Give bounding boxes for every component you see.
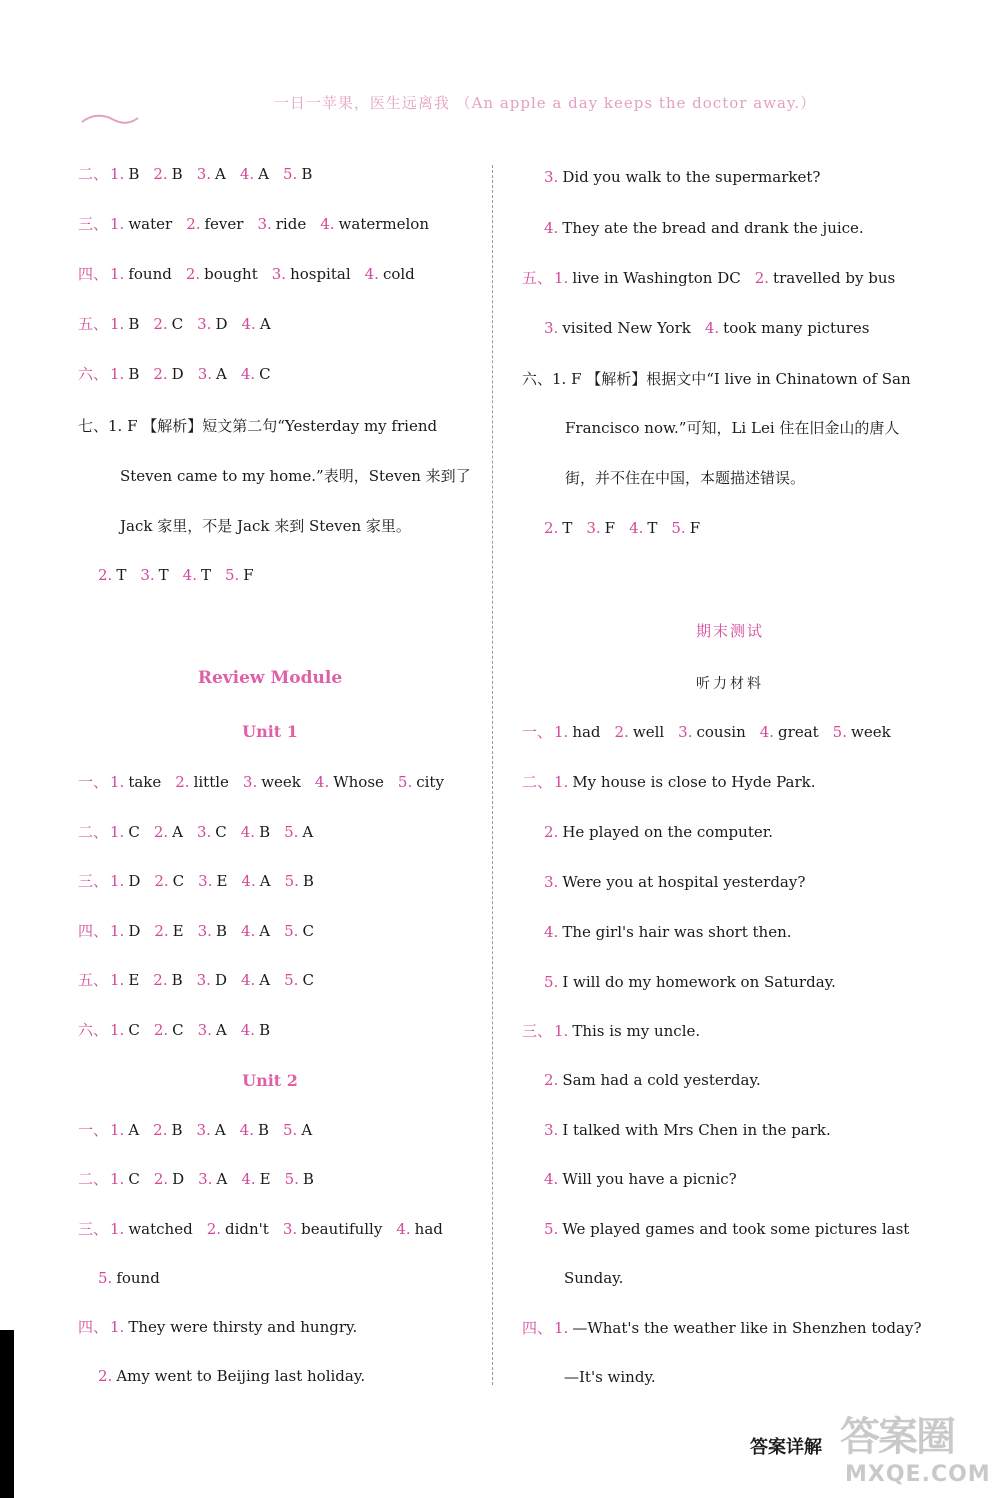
item-number: 4. bbox=[320, 215, 335, 233]
item-answer: had bbox=[572, 723, 601, 741]
item-answer: A bbox=[215, 1021, 227, 1039]
item-answer: My house is close to Hyde Park. bbox=[572, 773, 816, 791]
section-number: 二、 bbox=[78, 165, 109, 183]
item-number: 5. bbox=[283, 1121, 298, 1139]
item-answer: F bbox=[243, 566, 254, 584]
item-number: 4. bbox=[396, 1220, 411, 1238]
item-answer: had bbox=[414, 1220, 443, 1238]
item-number: 3. bbox=[196, 1121, 211, 1139]
answer-line bbox=[78, 970, 314, 990]
item-number: 3. bbox=[544, 168, 559, 186]
item-answer: A bbox=[214, 1121, 226, 1139]
item-answer: C bbox=[302, 971, 314, 989]
item-number: 1. bbox=[110, 165, 125, 183]
item-number: 2. bbox=[544, 519, 559, 537]
answer-line bbox=[564, 1367, 656, 1387]
item-answer: A bbox=[215, 165, 226, 183]
section-number: 一、 bbox=[78, 773, 109, 791]
item-number: 1. bbox=[110, 872, 125, 890]
item-answer: Amy went to Beijing last holiday. bbox=[116, 1367, 366, 1385]
item-number: 3. bbox=[197, 922, 212, 940]
edge-bar bbox=[0, 1330, 14, 1498]
item-answer: D bbox=[172, 1170, 185, 1188]
answer-line bbox=[544, 218, 864, 238]
item-answer: A bbox=[301, 1121, 313, 1139]
item-number: 2. bbox=[614, 723, 629, 741]
review-module-title: Review Module bbox=[197, 668, 343, 688]
item-answer: visited New York bbox=[562, 319, 691, 337]
item-number: 3. bbox=[196, 971, 211, 989]
item-answer: A bbox=[302, 823, 314, 841]
item-answer: D bbox=[128, 872, 141, 890]
answer-line bbox=[522, 1021, 700, 1041]
item-answer: B bbox=[257, 1121, 270, 1139]
watermark: 答案圈 bbox=[840, 1414, 954, 1460]
section-number: 四、 bbox=[78, 1318, 109, 1336]
item-number: 3. bbox=[197, 1021, 212, 1039]
answer-line bbox=[78, 871, 314, 891]
item-number: 3. bbox=[257, 215, 272, 233]
item-number: 5. bbox=[544, 1220, 559, 1238]
item-answer: little bbox=[193, 773, 229, 791]
page-header: 一日一苹果，医生远离我 （An apple a day keeps the doctor away.） bbox=[273, 94, 817, 112]
item-answer: found bbox=[128, 265, 172, 283]
item-number: 2. bbox=[175, 773, 190, 791]
item-number: 4. bbox=[240, 823, 256, 841]
answer-line bbox=[78, 822, 313, 842]
explanation-line: Jack 家里，不是 Jack 来到 Steven 家里。 bbox=[120, 517, 411, 535]
item-number: 1. bbox=[110, 922, 125, 940]
answer-line bbox=[78, 921, 314, 941]
item-answer: A bbox=[258, 165, 270, 183]
answer-line bbox=[98, 1366, 365, 1386]
item-answer: T bbox=[158, 566, 169, 584]
item-answer: F bbox=[689, 519, 701, 537]
answer-line bbox=[544, 922, 792, 942]
listening-material-title: 听力材料 bbox=[696, 676, 764, 692]
item-number: 3. bbox=[198, 872, 213, 890]
answer-line bbox=[544, 872, 805, 892]
item-number: 5. bbox=[284, 971, 299, 989]
item-number: 1. bbox=[554, 773, 569, 791]
answer-line bbox=[98, 565, 254, 585]
item-number: 2. bbox=[153, 1170, 169, 1188]
item-answer: C bbox=[128, 1170, 140, 1188]
item-answer: cousin bbox=[696, 723, 746, 741]
item-number: 2. bbox=[154, 872, 169, 890]
section-number: 一、 bbox=[78, 1121, 109, 1139]
explanation-line: 七、1. F 【解析】短文第二句“Yesterday my friend bbox=[78, 417, 438, 435]
item-number: 5. bbox=[284, 823, 299, 841]
item-number: 1. bbox=[110, 215, 125, 233]
item-answer: A bbox=[172, 823, 183, 841]
item-answer: C bbox=[128, 1021, 140, 1039]
section-number: 三、 bbox=[78, 215, 109, 233]
item-answer: B bbox=[259, 1021, 271, 1039]
item-number: 2. bbox=[98, 566, 113, 584]
item-answer: B bbox=[215, 922, 227, 940]
answer-line bbox=[78, 314, 271, 334]
item-number: 3. bbox=[196, 165, 212, 183]
answer-line bbox=[544, 1120, 831, 1140]
item-number: 3. bbox=[242, 773, 258, 791]
item-number: 2. bbox=[153, 823, 169, 841]
item-answer: B bbox=[171, 1121, 183, 1139]
answer-line bbox=[78, 1169, 314, 1189]
item-answer: bought bbox=[204, 265, 258, 283]
item-answer: T bbox=[562, 519, 573, 537]
answer-line bbox=[78, 1317, 357, 1337]
footer-label: 答案详解 bbox=[750, 1437, 822, 1458]
answer-line bbox=[78, 1120, 312, 1140]
item-answer: live in Washington DC bbox=[572, 269, 741, 287]
item-number: 5. bbox=[544, 973, 559, 991]
section-number: 六、 bbox=[78, 1021, 109, 1039]
item-number: 5. bbox=[283, 165, 298, 183]
unit2-title: Unit 2 bbox=[242, 1071, 298, 1090]
item-number: 4. bbox=[544, 219, 559, 237]
item-answer: This is my uncle. bbox=[572, 1022, 701, 1040]
answer-line bbox=[78, 264, 415, 284]
section-number: 五、 bbox=[522, 269, 553, 287]
item-answer: B bbox=[259, 823, 271, 841]
explanation-line: 街，并不住在中国，本题描述错误。 bbox=[565, 469, 806, 487]
answer-line bbox=[544, 972, 836, 992]
item-number: 4. bbox=[314, 773, 330, 791]
answer-line bbox=[564, 1268, 623, 1288]
answer-line bbox=[78, 214, 429, 234]
item-answer: water bbox=[128, 215, 173, 233]
item-answer: I will do my homework on Saturday. bbox=[562, 973, 836, 991]
item-number: 4. bbox=[544, 1170, 559, 1188]
item-number: 3. bbox=[544, 1121, 559, 1139]
item-answer: C bbox=[128, 823, 140, 841]
item-answer: Will you have a picnic? bbox=[562, 1170, 737, 1188]
section-number: 五、 bbox=[78, 971, 109, 989]
answer-line bbox=[522, 722, 891, 742]
item-answer: A bbox=[216, 365, 227, 383]
item-number: 2. bbox=[544, 823, 559, 841]
item-number: 5. bbox=[224, 566, 240, 584]
section-number: 三、 bbox=[78, 872, 109, 890]
item-number: 3. bbox=[197, 315, 212, 333]
item-number: 4. bbox=[240, 1021, 256, 1039]
item-number: 4. bbox=[241, 315, 256, 333]
item-answer: well bbox=[632, 723, 665, 741]
explanation-line: Steven came to my home.”表明，Steven 来到了 bbox=[120, 467, 471, 485]
item-answer: They were thirsty and hungry. bbox=[128, 1318, 358, 1336]
answer-line bbox=[78, 1020, 270, 1040]
item-number: 5. bbox=[284, 922, 299, 940]
item-answer: city bbox=[416, 773, 444, 791]
section-number: 三、 bbox=[78, 1220, 109, 1238]
item-answer: D bbox=[128, 922, 141, 940]
item-answer: Sam had a cold yesterday. bbox=[562, 1071, 761, 1089]
item-answer: T bbox=[200, 566, 211, 584]
item-number: 1. bbox=[110, 823, 125, 841]
answer-line bbox=[78, 1219, 443, 1239]
item-number: 2. bbox=[153, 1121, 168, 1139]
item-answer: B bbox=[301, 165, 313, 183]
item-answer: A bbox=[259, 971, 271, 989]
item-number: 2. bbox=[754, 269, 770, 287]
item-number: 3. bbox=[198, 1170, 213, 1188]
item-answer: C bbox=[302, 922, 314, 940]
item-number: 3. bbox=[282, 1220, 298, 1238]
item-answer: D bbox=[171, 365, 184, 383]
item-number: 4. bbox=[239, 165, 255, 183]
item-answer: found bbox=[116, 1269, 160, 1287]
item-number: 4. bbox=[759, 723, 775, 741]
item-number: 1. bbox=[554, 269, 569, 287]
item-answer: —What's the weather like in Shenzhen today? bbox=[572, 1319, 922, 1337]
item-number: 1. bbox=[110, 971, 125, 989]
item-answer: B bbox=[171, 971, 183, 989]
item-number: 5. bbox=[832, 723, 847, 741]
item-answer: week bbox=[261, 773, 301, 791]
item-answer: ride bbox=[275, 215, 307, 233]
item-number: 4. bbox=[629, 519, 644, 537]
item-answer: We played games and took some pictures last bbox=[562, 1220, 910, 1238]
item-answer: A bbox=[259, 315, 271, 333]
item-number: 4. bbox=[364, 265, 379, 283]
answer-line bbox=[522, 772, 815, 792]
answer-line bbox=[544, 1219, 909, 1239]
item-number: 2. bbox=[206, 1220, 221, 1238]
item-answer: beautifully bbox=[301, 1220, 383, 1238]
item-answer: A bbox=[128, 1121, 140, 1139]
item-number: 3. bbox=[586, 519, 601, 537]
answer-line bbox=[544, 822, 773, 842]
item-answer: Were you at hospital yesterday? bbox=[562, 873, 806, 891]
item-answer: He played on the computer. bbox=[562, 823, 774, 841]
item-answer: C bbox=[171, 315, 184, 333]
item-answer: watermelon bbox=[338, 215, 429, 233]
item-number: 1. bbox=[110, 1021, 125, 1039]
item-answer: A bbox=[259, 922, 271, 940]
item-answer: A bbox=[259, 872, 271, 890]
item-answer: They ate the bread and drank the juice. bbox=[562, 219, 864, 237]
item-answer: T bbox=[116, 566, 127, 584]
final-test-title: 期末测试 bbox=[695, 622, 764, 640]
item-number: 3. bbox=[196, 823, 212, 841]
item-number: 1. bbox=[110, 315, 125, 333]
item-number: 2. bbox=[153, 365, 168, 383]
explanation-line: 六、1. F 【解析】根据文中“I live in Chinatown of San bbox=[522, 370, 911, 388]
column-divider bbox=[492, 165, 493, 1385]
item-number: 3. bbox=[544, 319, 559, 337]
item-number: 2. bbox=[544, 1071, 559, 1089]
item-number: 1. bbox=[110, 265, 125, 283]
item-number: 1. bbox=[554, 1319, 569, 1337]
item-answer: E bbox=[172, 922, 184, 940]
section-number: 二、 bbox=[78, 823, 109, 841]
item-number: 1. bbox=[110, 1318, 125, 1336]
item-answer: —It's windy. bbox=[564, 1368, 656, 1386]
item-answer: C bbox=[172, 1021, 184, 1039]
watermark-url: MXQE.COM bbox=[845, 1462, 991, 1487]
section-number: 四、 bbox=[522, 1319, 553, 1337]
item-answer: took many pictures bbox=[723, 319, 870, 337]
item-answer: week bbox=[850, 723, 891, 741]
item-answer: B bbox=[302, 1170, 314, 1188]
explanation-line: Francisco now.”可知，Li Lei 住在旧金山的唐人 bbox=[565, 419, 900, 437]
item-answer: watched bbox=[128, 1220, 193, 1238]
item-answer: C bbox=[172, 872, 185, 890]
item-number: 5. bbox=[284, 1170, 299, 1188]
section-number: 三、 bbox=[522, 1022, 553, 1040]
item-number: 5. bbox=[671, 519, 686, 537]
answer-line bbox=[78, 364, 271, 384]
item-answer: great bbox=[778, 723, 819, 741]
item-answer: Sunday. bbox=[564, 1269, 624, 1287]
item-answer: C bbox=[215, 823, 227, 841]
section-number: 六、 bbox=[78, 365, 109, 383]
item-number: 1. bbox=[110, 1170, 125, 1188]
item-number: 1. bbox=[110, 1121, 125, 1139]
item-number: 1. bbox=[554, 1022, 569, 1040]
item-number: 4. bbox=[182, 566, 197, 584]
item-number: 3. bbox=[678, 723, 693, 741]
item-number: 4. bbox=[544, 923, 559, 941]
item-answer: B bbox=[128, 315, 140, 333]
section-number: 二、 bbox=[522, 773, 553, 791]
item-number: 2. bbox=[98, 1367, 113, 1385]
answer-line bbox=[522, 1318, 921, 1338]
item-number: 2. bbox=[153, 971, 168, 989]
item-number: 3. bbox=[140, 566, 155, 584]
item-number: 4. bbox=[704, 319, 720, 337]
item-number: 4. bbox=[241, 1170, 256, 1188]
item-number: 3. bbox=[271, 265, 287, 283]
item-number: 5. bbox=[98, 1269, 113, 1287]
item-number: 5. bbox=[397, 773, 413, 791]
section-number: 二、 bbox=[78, 1170, 109, 1188]
section-number: 一、 bbox=[522, 723, 553, 741]
answer-line bbox=[78, 164, 312, 184]
item-number: 1. bbox=[554, 723, 569, 741]
item-number: 3. bbox=[544, 873, 559, 891]
item-answer: travelled by bus bbox=[773, 269, 896, 287]
item-answer: fever bbox=[204, 215, 244, 233]
answer-line bbox=[98, 1268, 160, 1288]
item-answer: Whose bbox=[333, 773, 384, 791]
item-answer: take bbox=[128, 773, 162, 791]
item-number: 2. bbox=[185, 265, 201, 283]
answer-line bbox=[544, 1070, 761, 1090]
item-number: 1. bbox=[110, 365, 125, 383]
answer-line bbox=[544, 1169, 737, 1189]
item-answer: A bbox=[216, 1170, 228, 1188]
item-answer: B bbox=[128, 365, 140, 383]
item-number: 2. bbox=[153, 315, 168, 333]
item-number: 2. bbox=[186, 215, 201, 233]
item-answer: C bbox=[259, 365, 271, 383]
item-answer: hospital bbox=[290, 265, 351, 283]
item-number: 4. bbox=[240, 971, 256, 989]
item-answer: Did you walk to the supermarket? bbox=[562, 168, 821, 186]
item-answer: D bbox=[214, 971, 227, 989]
item-answer: E bbox=[128, 971, 140, 989]
answer-line bbox=[78, 772, 444, 792]
item-answer: The girl's hair was short then. bbox=[562, 923, 792, 941]
item-answer: didn't bbox=[225, 1220, 269, 1238]
answer-line bbox=[522, 268, 895, 288]
answer-line bbox=[544, 318, 869, 338]
answer-line bbox=[544, 167, 820, 187]
item-answer: T bbox=[647, 519, 658, 537]
item-answer: B bbox=[302, 872, 314, 890]
item-number: 5. bbox=[284, 872, 299, 890]
item-number: 2. bbox=[154, 922, 169, 940]
item-answer: D bbox=[215, 315, 228, 333]
item-number: 4. bbox=[240, 365, 256, 383]
item-number: 2. bbox=[153, 1021, 169, 1039]
item-number: 2. bbox=[153, 165, 168, 183]
section-number: 五、 bbox=[78, 315, 109, 333]
item-answer: B bbox=[171, 165, 183, 183]
item-number: 4. bbox=[239, 1121, 254, 1139]
item-number: 4. bbox=[240, 922, 256, 940]
item-answer: I talked with Mrs Chen in the park. bbox=[562, 1121, 831, 1139]
item-answer: B bbox=[128, 165, 140, 183]
item-number: 3. bbox=[197, 365, 213, 383]
answer-line bbox=[544, 518, 700, 538]
item-answer: E bbox=[259, 1170, 271, 1188]
item-number: 1. bbox=[110, 773, 125, 791]
item-answer: F bbox=[604, 519, 616, 537]
item-answer: E bbox=[216, 872, 228, 890]
unit1-title: Unit 1 bbox=[242, 722, 298, 741]
section-number: 四、 bbox=[78, 922, 109, 940]
item-answer: cold bbox=[382, 265, 415, 283]
item-number: 4. bbox=[241, 872, 256, 890]
item-number: 1. bbox=[110, 1220, 125, 1238]
section-number: 四、 bbox=[78, 265, 109, 283]
